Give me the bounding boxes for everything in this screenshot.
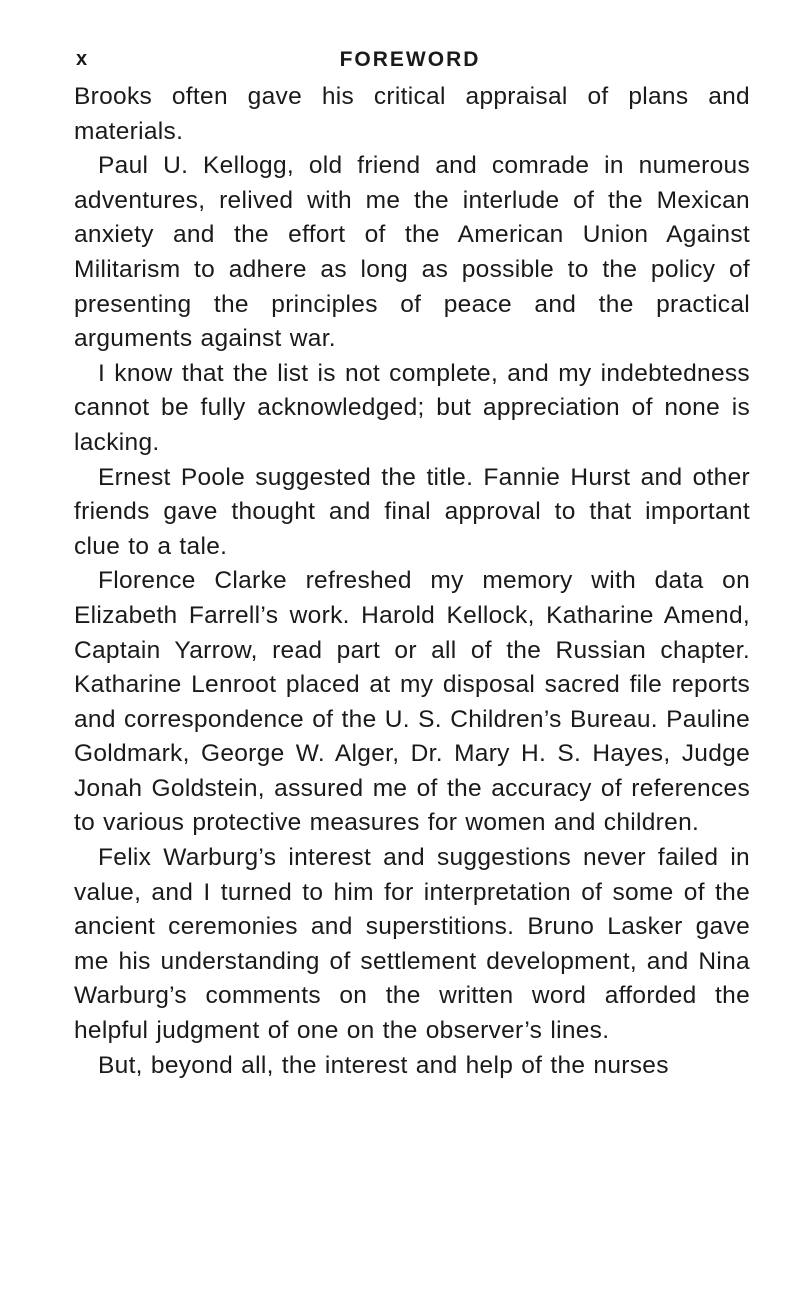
paragraph: Paul U. Kellogg, old friend and comrade in numerous adventures, relived with me the interlude of the Mexican anxiety and the effort of the American Union Against Militarism to adhere as long as possible to the policy of presenting the principles of peace and the practical arguments against war.	[74, 152, 750, 353]
paragraph: But, beyond all, the interest and help of the nurses	[98, 1051, 669, 1079]
running-head	[76, 48, 744, 76]
page-number: x	[76, 48, 90, 70]
body-text	[74, 80, 750, 1083]
paragraph: Felix Warburg’s interest and suggestions never failed in value, and I turned to him for interpretation of some of the ancient ceremonies and superstitions. Bruno Lasker gave me his understanding of settlement development, and Nina Warburg’s comments on the written word afforded the helpful judgment of one on the observer’s lines.	[74, 844, 750, 1045]
chapter-title: FOREWORD	[339, 48, 481, 71]
paragraph: I know that the list is not complete, and my indebtedness cannot be fully acknowledged; but appreciation of none is lacking.	[74, 359, 750, 456]
paragraph: Florence Clarke refreshed my memory with data on Elizabeth Farrell’s work. Harold Kellock, Katharine Amend, Captain Yarrow, read part or all of the Russian chapter. Katharine Lenroot placed at my disposal sacred file reports and correspondence of the U. S. Children’s Bureau. Pauline Goldmark, George W. Alger, Dr. Mary H. S. Hayes, Judge Jonah Goldstein, assured me of the accuracy of references to various protective measures for women and children.	[74, 567, 750, 837]
paragraph: Brooks often gave his critical appraisal of plans and materials.	[74, 83, 750, 145]
paragraph: Ernest Poole suggested the title. Fannie Hurst and other friends gave thought and final approval to that important clue to a tale.	[74, 463, 750, 560]
